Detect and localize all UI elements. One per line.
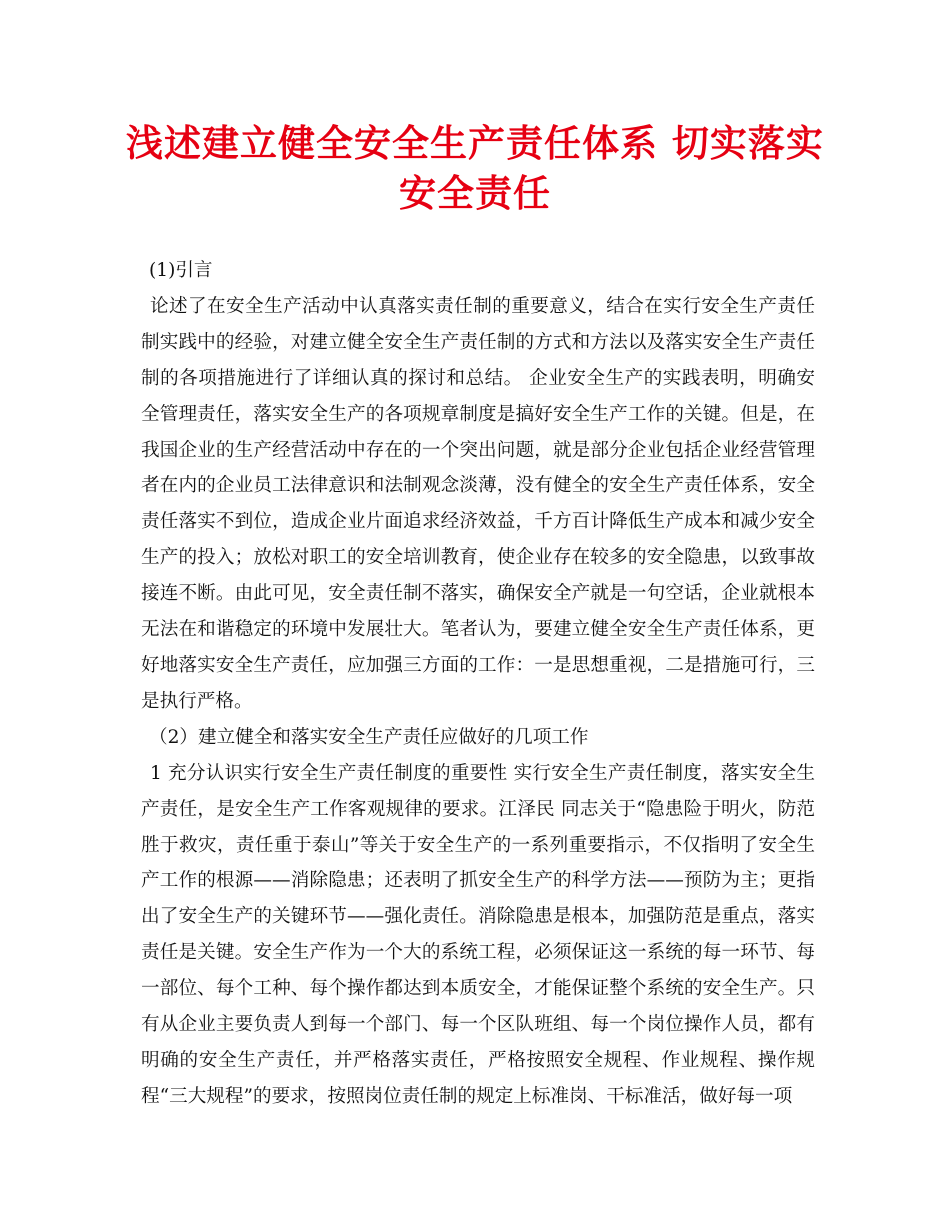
- section-heading-work-items: （2）建立健全和落实安全生产责任应做好的几项工作: [149, 726, 589, 748]
- work-items-paragraph: 1 充分认识实行安全生产责任制度的重要性 实行安全生产责任制度，落实安全生产责任，是安全生产工作客观规律的要求。江泽民 同志关于“隐患险于明火，防范胜于救灾，责任重于泰山”等关于安全生产的一系列重要指示，不仅指明了安全生产工作的根源——消除隐患；还表明了抓安全生产的科学方法——预防为主；更指出了安全生产的关键环节——强化责任。消除隐患是根本，加强防范是重点，落实责任是关键。安全生产作为一个大的系统工程，必须保证这一系统的每一环节、每一部位、每个工种、每个操作都达到本质安全，才能保证整个系统的安全生产。只有从企业主要负责人到每一个部门、每一个区队班组、每一个岗位操作人员，都有明确的安全生产责任，并严格落实责任，严格按照安全规程、作业规程、操作规程“三大规程”的要求，按照岗位责任制的规定上标准岗、干标准活，做好每一项: [141, 762, 815, 1107]
- document-body: [141, 253, 815, 1115]
- document-title: 浅述建立健全安全生产责任体系 切实落实安全责任: [126, 121, 824, 215]
- introduction-paragraph: 论述了在安全生产活动中认真落实责任制的重要意义，结合在实行安全生产责任制实践中的经验，对建立健全安全生产责任制的方式和方法以及落实安全生产责任制的各项措施进行了详细认真的探讨和总结。 企业安全生产的实践表明，明确安全管理责任，落实安全生产的各项规章制度是搞好安全生产工作的关键。但是，在我国企业的生产经营活动中存在的一个突出问题，就是部分企业包括企业经营管理者在内的企业员工法律意识和法制观念淡薄，没有健全的安全生产责任体系，安全责任落实不到位，造成企业片面追求经济效益，千方百计降低生产成本和减少安全生产的投入；放松对职工的安全培训教育，使企业存在较多的安全隐患，以致事故接连不断。由此可见，安全责任制不落实，确保安全产就是一句空话，企业就根本无法在和谐稳定的环境中发展壮大。笔者认为，要建立健全安全生产责任体系，更好地落实安全生产责任，应加强三方面的工作：一是思想重视，二是措施可行，三是执行严格。: [141, 295, 815, 712]
- section-heading-introduction: (1)引言: [149, 260, 213, 281]
